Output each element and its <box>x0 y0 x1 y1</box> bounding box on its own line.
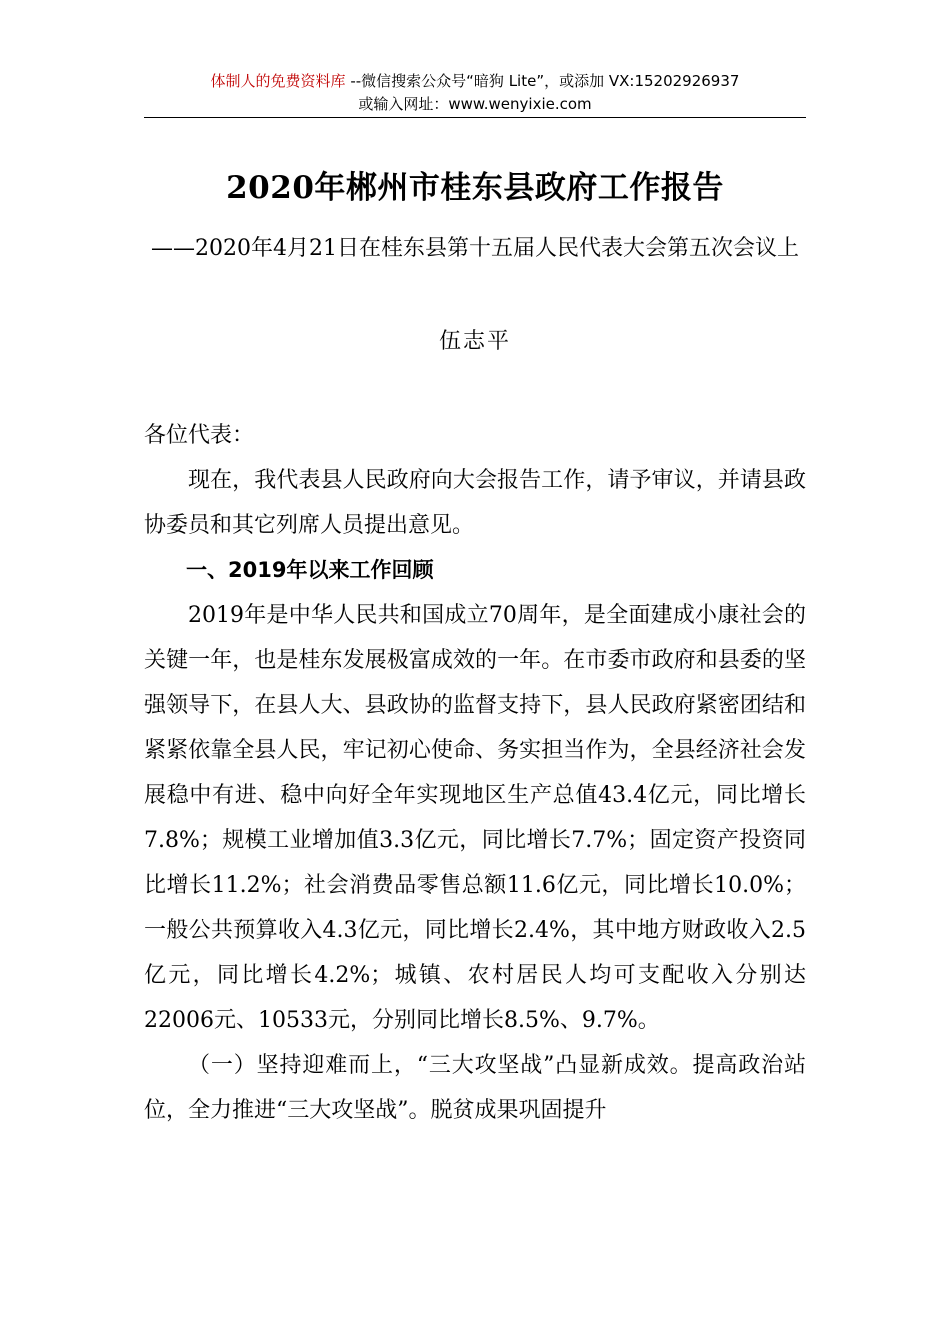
document-body <box>144 413 806 1133</box>
page-header <box>144 70 806 116</box>
document-subtitle: ——2020年4月21日在桂东县第十五届人民代表大会第五次会议上 <box>151 236 799 261</box>
header-url-line: 或输入网址：www.wenyixie.com <box>358 95 592 113</box>
section-paragraph: 2019年是中华人民共和国成立70周年，是全面建成小康社会的关键一年，也是桂东发展极富成效的一年。在市委市政府和县委的坚强领导下，在县人大、县政协的监督支持下，县人民政府紧密团结和紧紧依靠全县人民，牢记初心使命、务实担当作为，全县经济社会发展稳中有进、稳中向好全年实现地区生产总值43.4亿元，同比增长7.8%；规模工业增加值3.3亿元，同比增长7.7%；固定资产投资同比增长11.2%；社会消费品零售总额11.6亿元，同比增长10.0%；一般公共预算收入4.3亿元，同比增长2.4%，其中地方财政收入2.5亿元，同比增长4.2%；城镇、农村居民人均可支配收入分别达22006元、10533元，分别同比增长8.5%、9.7%。 <box>144 603 806 1033</box>
header-divider <box>144 117 806 118</box>
document-title: 2020年郴州市桂东县政府工作报告 <box>226 170 724 206</box>
header-brand: 体制人的免费资料库 <box>210 72 346 90</box>
header-promo-line <box>144 70 806 93</box>
subsection-paragraph: （一）坚持迎难而上，“三大攻坚战”凸显新成效。提高政治站位，全力推进“三大攻坚战”。脱贫成果巩固提升 <box>144 1053 806 1123</box>
intro-paragraph: 现在，我代表县人民政府向大会报告工作，请予审议，并请县政协委员和其它列席人员提出意见。 <box>144 468 806 538</box>
salutation: 各位代表： <box>144 423 255 448</box>
header-promo: --微信搜索公众号“暗狗 Lite”，或添加 VX:15202926937 <box>345 72 740 90</box>
section-heading: 一、2019年以来工作回顾 <box>186 558 434 582</box>
document-author: 伍志平 <box>438 329 511 354</box>
